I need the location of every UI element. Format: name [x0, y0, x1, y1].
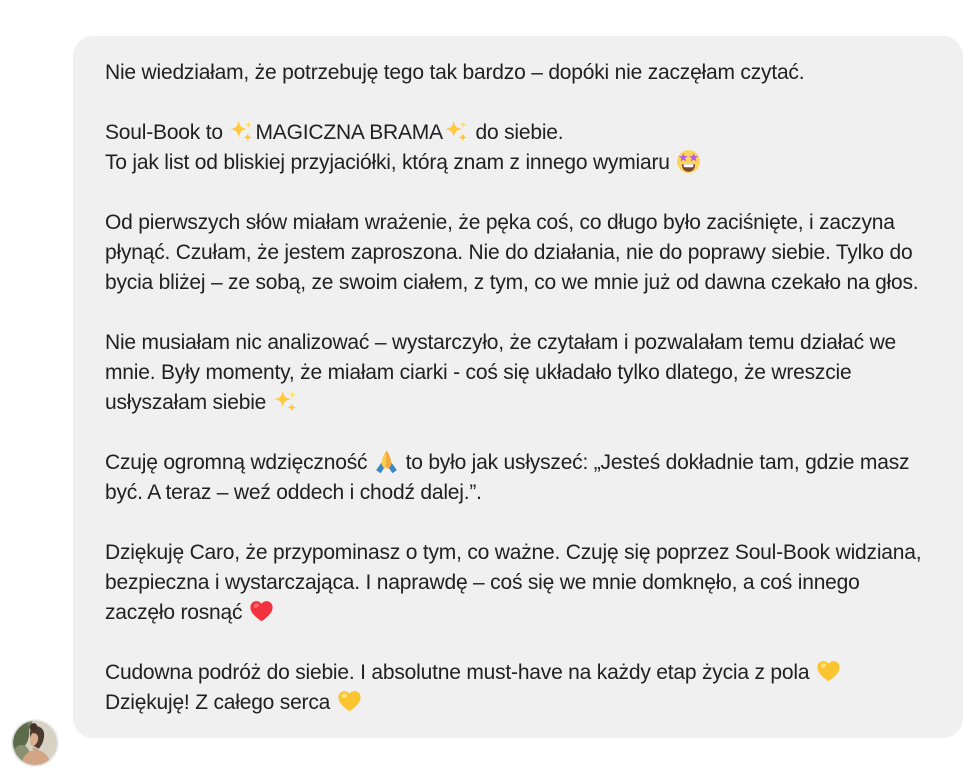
message-text: Nie musiałam nic analizować – wystarczyło, że czytałam i pozwalałam temu działać we mnie. Były momenty, że miałam ciarki - coś się układało tylko dlatego, że wreszcie usłyszałam siebie [105, 331, 897, 414]
avatar-photo [12, 720, 58, 766]
red-heart-icon [249, 599, 274, 624]
yellow-heart-icon [816, 659, 841, 684]
message-line [105, 658, 933, 688]
message-line [105, 688, 933, 718]
message-text: Czuję ogromną wdzięczność [105, 451, 373, 474]
folded-hands-icon [374, 449, 399, 474]
message-paragraph [105, 448, 933, 508]
message-text: do siebie. [469, 121, 564, 144]
sparkles-icon [273, 389, 298, 414]
sparkles-icon [444, 119, 469, 144]
message-text: Od pierwszych słów miałam wrażenie, że pęka coś, co długo było zaciśnięte, i zaczyna płynąć. Czułam, że jestem zaproszona. Nie do działania, nie do poprawy siebie. Tylko do bycia bliżej – ze sobą, ze swoim ciałem, z tym, co we mnie już od dawna czekało na głos. [105, 211, 919, 294]
message-text: Dziękuję! Z całego serca [105, 691, 336, 714]
message-text: MAGICZNA BRAMA [255, 121, 443, 144]
message-paragraph [105, 58, 933, 88]
message-text: Soul-Book to [105, 121, 229, 144]
message-text: Dziękuję Caro, że przypominasz o tym, co ważne. Czuję się poprzez Soul-Book widziana, bezpieczna i wystarczająca. I naprawdę – coś się we mnie domknęło, a coś innego zaczęło rosnąć [105, 541, 922, 624]
message-paragraph [105, 658, 933, 718]
sparkles-icon [229, 119, 254, 144]
message-line [105, 118, 933, 148]
message-paragraph [105, 328, 933, 418]
message-text: To jak list od bliskiej przyjaciółki, którą znam z innego wymiaru [105, 151, 676, 174]
message-paragraph [105, 538, 933, 628]
star-struck-icon [676, 149, 701, 174]
message-text: Nie wiedziałam, że potrzebuję tego tak bardzo – dopóki nie zaczęłam czytać. [105, 61, 805, 84]
message-paragraph [105, 118, 933, 178]
message-paragraph [105, 208, 933, 298]
message-line [105, 148, 933, 178]
message-bubble [73, 36, 963, 738]
avatar[interactable] [12, 720, 58, 766]
yellow-heart-icon [337, 689, 362, 714]
message-text: to było jak usłyszeć: „Jesteś dokładnie tam, gdzie masz być. A teraz – weź oddech i chodź dalej.”. [105, 451, 910, 504]
message-text: Cudowna podróż do siebie. I absolutne must-have na każdy etap życia z pola [105, 661, 815, 684]
